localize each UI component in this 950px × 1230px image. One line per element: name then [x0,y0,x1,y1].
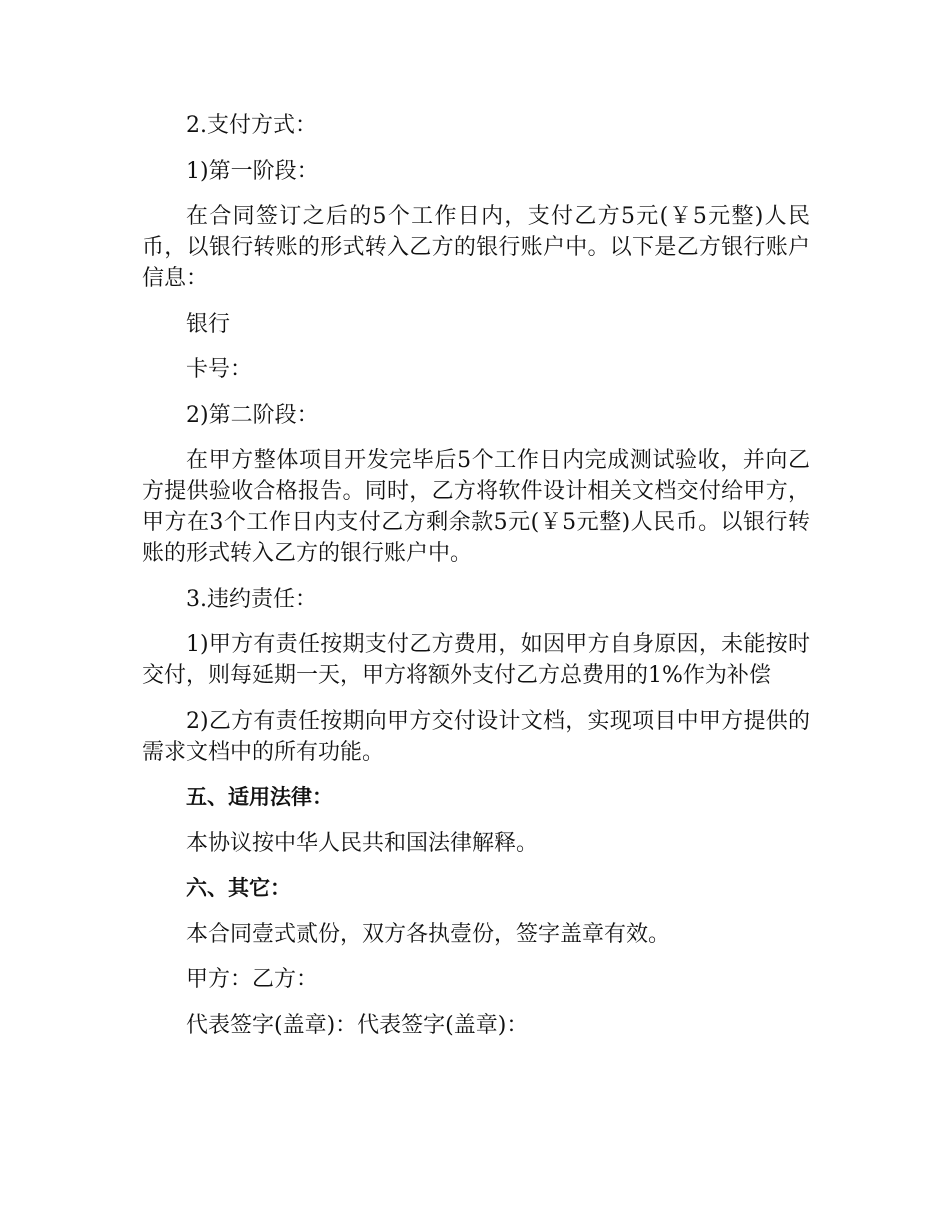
copies-text: 本合同壹式贰份，双方各执壹份，签字盖章有效。 [186,921,671,947]
signature-line: 代表签字(盖章)：代表签字(盖章)： [186,1012,529,1038]
phase-two-text: 在甲方整体项目开发完毕后5个工作日内完成测试验收，并向乙方提供验收合格报告。同时，乙方将软件设计相关文档交付给甲方，甲方在3个工作日内支付乙方剩余款5元(￥5元整)人民币。以银行转账的形式转入乙方的银行账户中。 [142,448,810,566]
bank-line: 银行 [186,311,231,337]
card-number-line: 卡号： [186,357,253,382]
heading-applicable-law: 五、适用法律： [186,785,333,809]
party-b-liability: 2)乙方有责任按期向甲方交付设计文档，实现项目中甲方提供的需求文档中的所有功能。 [142,708,810,765]
phase-two-heading: 2)第二阶段： [186,402,319,428]
section-breach-liability: 3.违约责任： [186,586,317,612]
heading-other: 六、其它： [186,876,291,900]
parties-line: 甲方：乙方： [186,967,319,992]
applicable-law-text: 本协议按中华人民共和国法律解释。 [186,830,539,856]
section-payment-method: 2.支付方式： [186,113,317,138]
phase-one-heading: 1)第一阶段： [186,158,319,184]
party-a-liability: 1)甲方有责任按期支付乙方费用，如因甲方自身原因，未能按时交付，则每延期一天，甲方将额外支付乙方总费用的1%作为补偿 [142,632,810,688]
phase-one-text: 在合同签订之后的5个工作日内，支付乙方5元(￥5元整)人民币，以银行转账的形式转入乙方的银行账户中。以下是乙方银行账户信息： [142,204,810,291]
